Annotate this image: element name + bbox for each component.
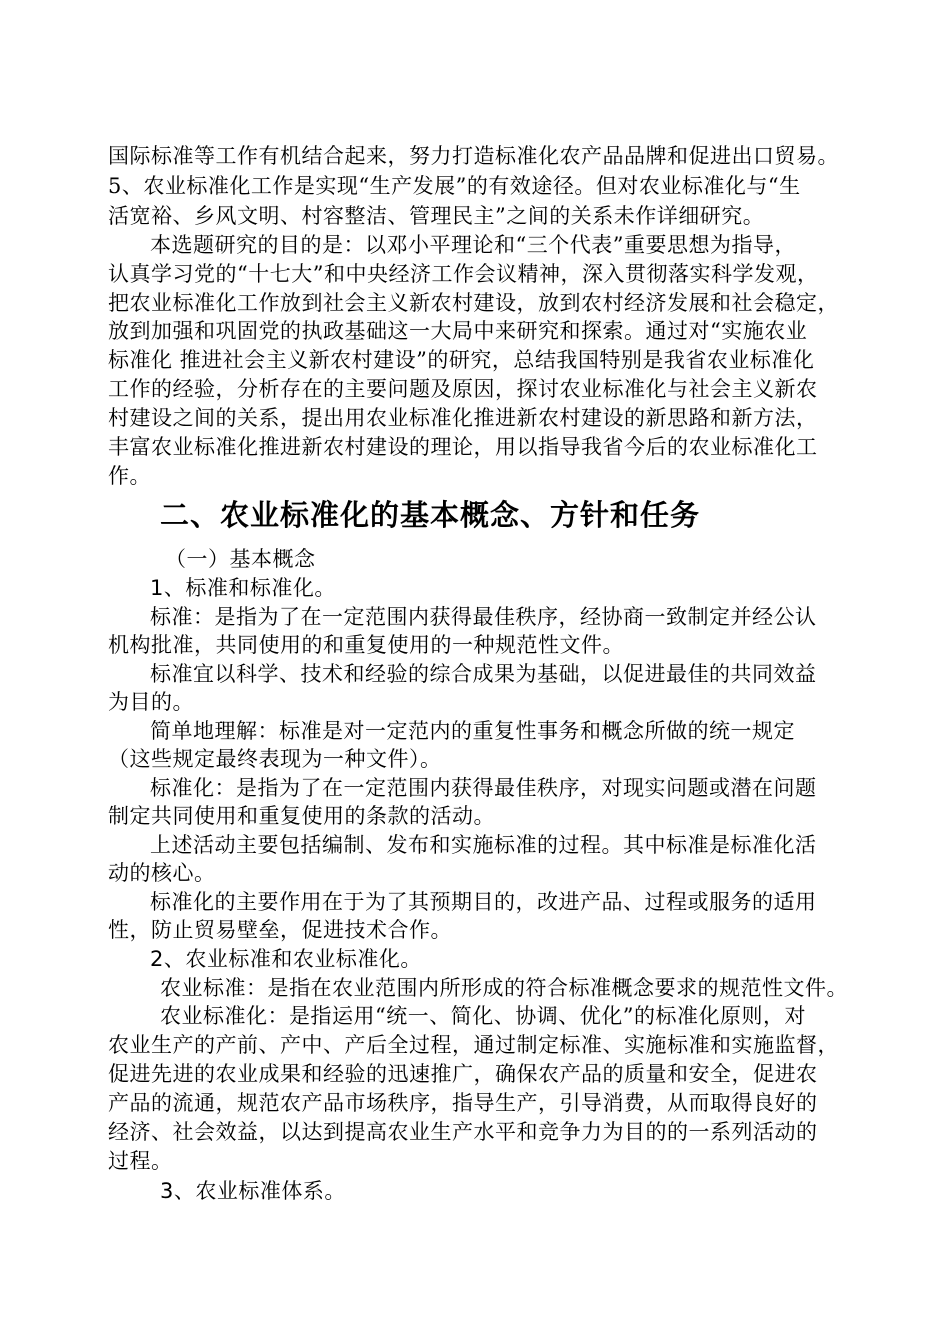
text-line: 促进先进的农业成果和经验的迅速推广，确保农产品的质量和安全，促进农 <box>108 1062 818 1086</box>
text-line: 简单地理解：标准是对一定范内的重复性事务和概念所做的统一规定 <box>150 719 795 743</box>
text-line: 过程。 <box>108 1149 173 1173</box>
text-line: 产品的流通，规范农产品市场秩序，指导生产，引导消费，从而取得良好的 <box>108 1091 818 1115</box>
text-line: 动的核心。 <box>108 861 216 885</box>
text-line: 村建设之间的关系，提出用农业标准化推进新农村建设的新思路和新方法， <box>108 406 818 430</box>
item-heading: 2、农业标准和农业标准化。 <box>150 947 422 971</box>
text-line: 放到加强和巩固党的执政基础这一大局中来研究和探索。通过对“实施农业 <box>108 319 808 343</box>
text-line: 农业标准化：是指运用“统一、简化、协调、优化”的标准化原则，对 <box>160 1004 806 1028</box>
text-line: 标准：是指为了在一定范围内获得最佳秩序，经协商一致制定并经公认 <box>150 605 817 629</box>
text-line: 认真学习党的“十七大”和中央经济工作会议精神，深入贯彻落实科学发观， <box>108 262 819 286</box>
text-line: 机构批准，共同使用的和重复使用的一种规范性文件。 <box>108 633 624 657</box>
text-line: 把农业标准化工作放到社会主义新农村建设，放到农村经济发展和社会稳定， <box>108 291 839 315</box>
text-line: 国际标准等工作有机结合起来，努力打造标准化农产品品牌和促进出口贸易。 <box>108 144 839 168</box>
text-line: 经济、社会效益，以达到提高农业生产水平和竞争力为目的的一系列活动的 <box>108 1120 818 1144</box>
text-line: 为目的。 <box>108 690 194 714</box>
text-line: 本选题研究的目的是：以邓小平理论和“三个代表”重要思想为指导， <box>150 233 796 257</box>
text-line: 工作的经验，分析存在的主要问题及原因，探讨农业标准化与社会主义新农 <box>108 377 818 401</box>
text-line: 作。 <box>108 464 151 488</box>
subsection-heading: （一）基本概念 <box>165 547 316 571</box>
text-line: 丰富农业标准化推进新农村建设的理论，用以指导我省今后的农业标准化工 <box>108 435 818 459</box>
text-line: （这些规定最终表现为一种文件）。 <box>108 747 442 771</box>
text-line: 标准化：是指为了在一定范围内获得最佳秩序，对现实问题或潜在问题 <box>150 776 817 800</box>
text-line: 标准宜以科学、技术和经验的综合成果为基础，以促进最佳的共同效益 <box>150 662 817 686</box>
text-line: 制定共同使用和重复使用的条款的活动。 <box>108 804 495 828</box>
text-line: 标准化的主要作用在于为了其预期目的，改进产品、过程或服务的适用 <box>150 890 817 914</box>
text-line: 标准化 推进社会主义新农村建设”的研究，总结我国特别是我省农业标准化 <box>108 348 815 372</box>
text-line: 5、农业标准化工作是实现“生产发展”的有效途径。但对农业标准化与“生 <box>108 174 801 198</box>
text-line: 农业标准：是指在农业范围内所形成的符合标准概念要求的规范性文件。 <box>160 976 848 1000</box>
item-heading: 3、农业标准体系。 <box>160 1179 346 1203</box>
section-heading: 二、农业标准化的基本概念、方针和任务 <box>160 498 701 532</box>
text-line: 上述活动主要包括编制、发布和实施标准的过程。其中标准是标准化活 <box>150 833 817 857</box>
text-line: 农业生产的产前、产中、产后全过程，通过制定标准、实施标准和实施监督， <box>108 1033 839 1057</box>
text-line: 性，防止贸易壁垒，促进技术合作。 <box>108 918 452 942</box>
item-heading: 1、标准和标准化。 <box>150 576 336 600</box>
text-line: 活宽裕、乡风文明、村容整洁、管理民主”之间的关系未作详细研究。 <box>108 204 765 228</box>
